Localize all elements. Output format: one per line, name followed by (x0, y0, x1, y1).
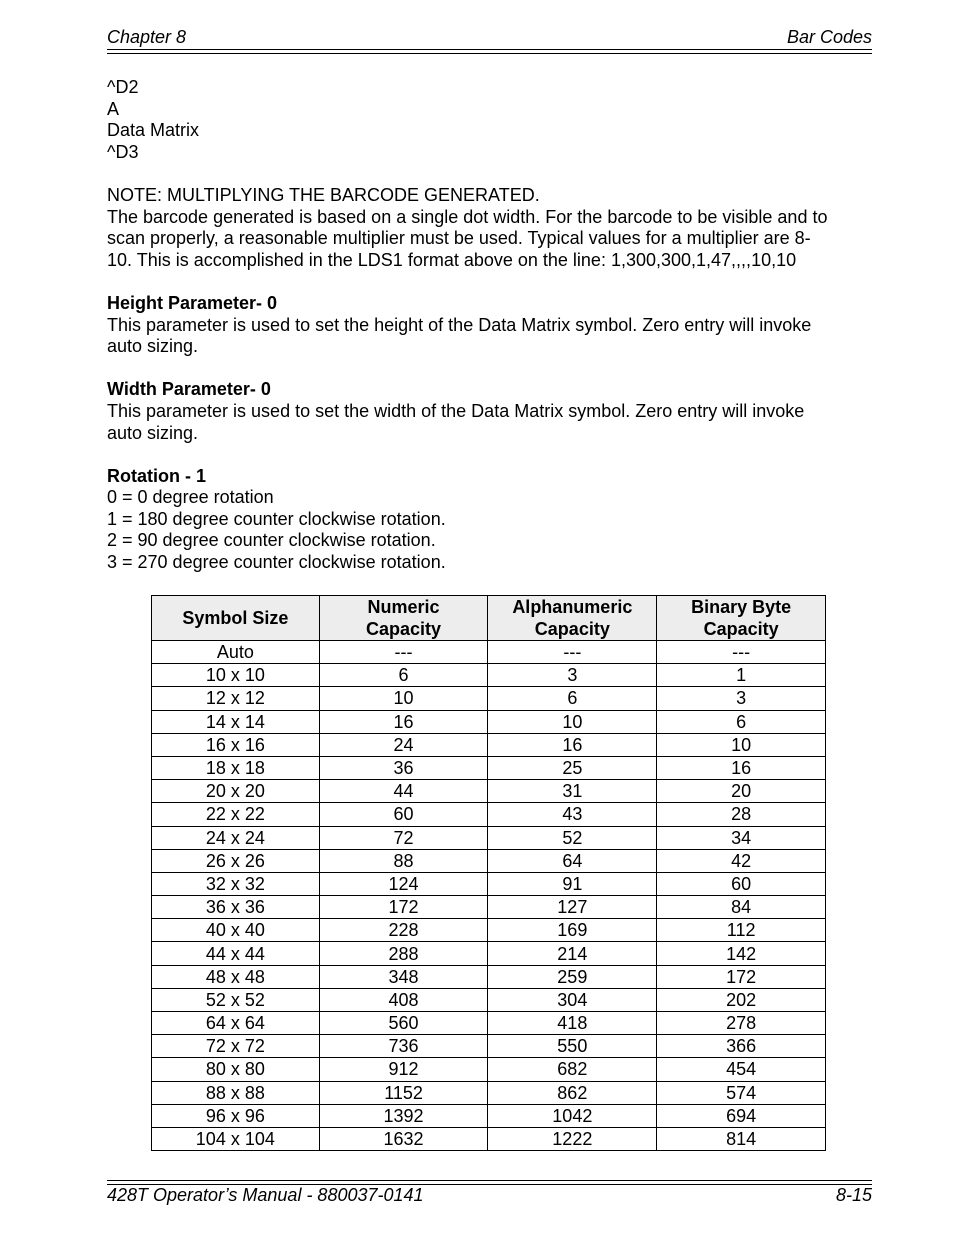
rotation-line: 2 = 90 degree counter clockwise rotation. (107, 530, 436, 551)
table-cell: 16 (319, 710, 488, 733)
note-title: NOTE: MULTIPLYING THE BARCODE GENERATED. (107, 184, 540, 205)
table-header-row (152, 596, 826, 641)
section-label: Bar Codes (786, 27, 872, 47)
rotation-line: 3 = 270 degree counter clockwise rotation. (107, 552, 446, 573)
table-cell: 560 (319, 1012, 488, 1035)
table-cell: 304 (488, 988, 657, 1011)
table-cell: 36 x 36 (152, 896, 320, 919)
table-row (152, 826, 826, 849)
table-cell: 1 (657, 664, 826, 687)
table-cell: 10 x 10 (152, 664, 320, 687)
table-cell: 60 (319, 803, 488, 826)
table-cell: 3 (657, 687, 826, 710)
table-row (152, 1081, 826, 1104)
table-row (152, 1012, 826, 1035)
table-cell: 6 (488, 687, 657, 710)
table-row (152, 1127, 826, 1150)
table-cell: 64 (488, 849, 657, 872)
header-line: Alphanumeric (512, 597, 633, 617)
table-cell: 14 x 14 (152, 710, 320, 733)
table-cell: 202 (657, 988, 826, 1011)
table-cell: 366 (657, 1035, 826, 1058)
table-cell: 52 (488, 826, 657, 849)
intro-line: Data Matrix (107, 120, 200, 141)
intro-line: A (107, 98, 120, 119)
width-param-line: auto sizing. (107, 422, 199, 443)
table-cell: 12 x 12 (152, 687, 320, 710)
table-cell: 104 x 104 (152, 1127, 320, 1150)
header-rule (107, 49, 872, 54)
table-cell: 3 (488, 664, 657, 687)
table-cell: 60 (657, 872, 826, 895)
table-cell: 169 (488, 919, 657, 942)
table-row (152, 710, 826, 733)
header-binary-byte-capacity (657, 596, 826, 641)
table-cell: 172 (319, 896, 488, 919)
table-cell: 20 x 20 (152, 780, 320, 803)
table-cell: 10 (488, 710, 657, 733)
rotation-heading: Rotation - 1 (107, 465, 206, 486)
table-cell: 22 x 22 (152, 803, 320, 826)
table-cell: 28 (657, 803, 826, 826)
table-cell: 550 (488, 1035, 657, 1058)
table-row (152, 1104, 826, 1127)
table-cell: 112 (657, 919, 826, 942)
page-body (107, 77, 872, 574)
table-cell: 1632 (319, 1127, 488, 1150)
table-cell: --- (488, 641, 657, 664)
table-cell: 96 x 96 (152, 1104, 320, 1127)
table-cell: 348 (319, 965, 488, 988)
table-cell: 288 (319, 942, 488, 965)
table-cell: 736 (319, 1035, 488, 1058)
page-footer (107, 1185, 872, 1209)
height-param-heading: Height Parameter- 0 (107, 292, 278, 313)
table-cell: 24 x 24 (152, 826, 320, 849)
table-cell: 142 (657, 942, 826, 965)
table-cell: 1392 (319, 1104, 488, 1127)
table-cell: 408 (319, 988, 488, 1011)
page-number: 8-15 (835, 1185, 872, 1205)
table-cell: 1222 (488, 1127, 657, 1150)
table-cell: 88 x 88 (152, 1081, 320, 1104)
table-cell: 127 (488, 896, 657, 919)
table-row (152, 965, 826, 988)
table-row (152, 988, 826, 1011)
table-row (152, 803, 826, 826)
table-row (152, 687, 826, 710)
table-cell: 72 x 72 (152, 1035, 320, 1058)
table-cell: 454 (657, 1058, 826, 1081)
table-cell: 36 (319, 756, 488, 779)
note-line: scan properly, a reasonable multiplier must be used. Typical values for a multiplier are 8- (107, 228, 811, 249)
table-cell: 1152 (319, 1081, 488, 1104)
table-cell: 418 (488, 1012, 657, 1035)
table-cell: 124 (319, 872, 488, 895)
header-line: Binary Byte (691, 597, 792, 617)
table-cell: 172 (657, 965, 826, 988)
table-row (152, 641, 826, 664)
table-cell: 912 (319, 1058, 488, 1081)
table-cell: 84 (657, 896, 826, 919)
table-cell: 20 (657, 780, 826, 803)
header-line: Numeric (367, 597, 440, 617)
table-cell: --- (319, 641, 488, 664)
table-cell: 18 x 18 (152, 756, 320, 779)
width-param-line: This parameter is used to set the width of the Data Matrix symbol. Zero entry will invoke (107, 400, 805, 421)
width-param-heading: Width Parameter- 0 (107, 379, 271, 400)
table-row (152, 1058, 826, 1081)
table-row (152, 849, 826, 872)
table-cell: 80 x 80 (152, 1058, 320, 1081)
header-line: Capacity (703, 619, 779, 639)
table-cell: 72 (319, 826, 488, 849)
header-line: Symbol Size (182, 608, 289, 628)
rotation-line: 1 = 180 degree counter clockwise rotation. (107, 508, 446, 529)
page-header (107, 27, 872, 51)
table-cell: 44 x 44 (152, 942, 320, 965)
table-cell: 6 (657, 710, 826, 733)
header-line: Capacity (366, 619, 442, 639)
table-cell: Auto (152, 641, 320, 664)
chapter-label: Chapter 8 (107, 27, 187, 47)
rotation-line: 0 = 0 degree rotation (107, 487, 274, 508)
table-cell: 24 (319, 733, 488, 756)
header-line: Capacity (534, 619, 610, 639)
table-cell: 10 (657, 733, 826, 756)
table-cell: 52 x 52 (152, 988, 320, 1011)
table-cell: 64 x 64 (152, 1012, 320, 1035)
table-cell: 31 (488, 780, 657, 803)
table-cell: 6 (319, 664, 488, 687)
intro-line: ^D2 (107, 77, 139, 97)
table-cell: 16 x 16 (152, 733, 320, 756)
table-row (152, 780, 826, 803)
table-row (152, 896, 826, 919)
table-cell: 91 (488, 872, 657, 895)
intro-line: ^D3 (107, 141, 139, 162)
note-line: 10. This is accomplished in the LDS1 format above on the line: 1,300,300,1,47,,,,10,10 (107, 249, 797, 270)
header-alphanumeric-capacity (488, 596, 657, 641)
height-param-line: auto sizing. (107, 336, 199, 357)
table-row (152, 919, 826, 942)
table-cell: --- (657, 641, 826, 664)
table-row (152, 733, 826, 756)
table-cell: 44 (319, 780, 488, 803)
table-row (152, 942, 826, 965)
table-cell: 16 (488, 733, 657, 756)
table-cell: 48 x 48 (152, 965, 320, 988)
table-cell: 88 (319, 849, 488, 872)
table-cell: 1042 (488, 1104, 657, 1127)
manual-title: 428T Operator’s Manual - 880037-0141 (107, 1185, 424, 1205)
table-cell: 43 (488, 803, 657, 826)
table-cell: 40 x 40 (152, 919, 320, 942)
table-cell: 34 (657, 826, 826, 849)
table-cell: 259 (488, 965, 657, 988)
table-cell: 574 (657, 1081, 826, 1104)
table-row (152, 664, 826, 687)
table-cell: 862 (488, 1081, 657, 1104)
table-cell: 278 (657, 1012, 826, 1035)
table-cell: 25 (488, 756, 657, 779)
table-row (152, 756, 826, 779)
table-row (152, 1035, 826, 1058)
note-line: The barcode generated is based on a single dot width. For the barcode to be visible and to (107, 206, 828, 227)
table-row (152, 872, 826, 895)
height-param-line: This parameter is used to set the height of the Data Matrix symbol. Zero entry will invoke (107, 314, 812, 335)
table-cell: 214 (488, 942, 657, 965)
table-cell: 32 x 32 (152, 872, 320, 895)
header-symbol-size (152, 596, 320, 641)
header-numeric-capacity (319, 596, 488, 641)
table-cell: 42 (657, 849, 826, 872)
table-cell: 814 (657, 1127, 826, 1150)
table-cell: 694 (657, 1104, 826, 1127)
table-body (152, 641, 826, 1151)
table-cell: 10 (319, 687, 488, 710)
table-cell: 228 (319, 919, 488, 942)
capacity-table (151, 595, 826, 1151)
table-cell: 682 (488, 1058, 657, 1081)
table-cell: 26 x 26 (152, 849, 320, 872)
table-cell: 16 (657, 756, 826, 779)
